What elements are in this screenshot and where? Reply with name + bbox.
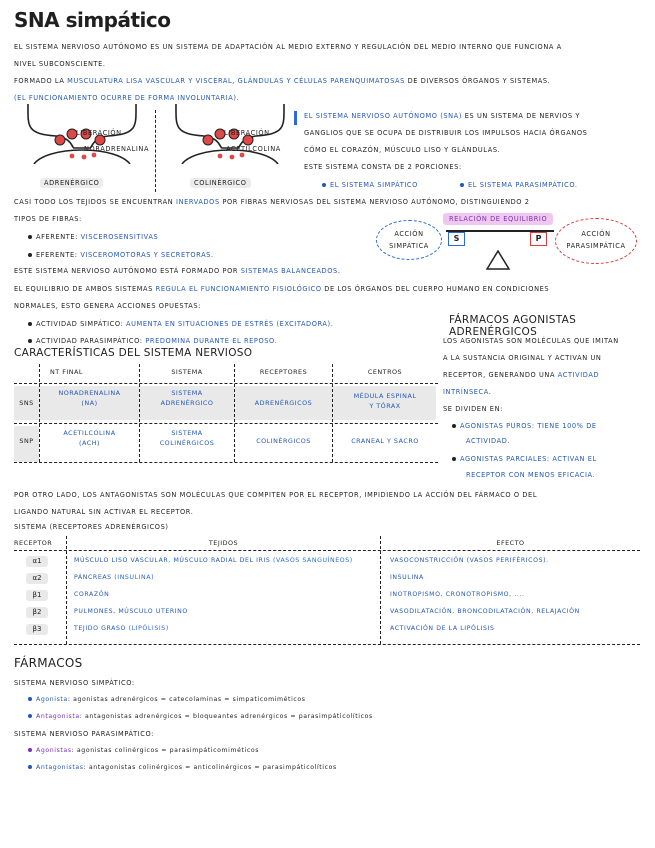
receptor-badge: β1 — [26, 590, 48, 601]
agonists-line-4: INTRÍNSECA. — [443, 388, 492, 396]
intro-line-1: EL SISTEMA NERVIOSO AUTÓNOMO ES UN SISTEMA DE ADAPTACIÓN AL MEDIO EXTERNO Y REGULACIÓN DEL MEDIO INTERNO QUE FUNCIONA A — [14, 43, 562, 51]
sna-def-line-2: GANGLIOS QUE SE OCUPA DE DISTRIBUIR LOS IMPULSOS HACIA ÓRGANOS — [304, 129, 588, 137]
sns-nt: NORADRENALINA (NA) — [58, 389, 121, 407]
sns-sistema: SISTEMA ADRENÉRGICO — [160, 389, 214, 407]
tissues-line-2: TIPOS DE FIBRAS: — [14, 215, 82, 223]
receptor-efecto: VASOCONSTRICCIÓN (VASOS PERIFÉRICOS). — [390, 557, 549, 564]
cholinergic-label-2: ACETILCOLINA — [226, 145, 281, 153]
partial-agonists-bullet: AGONISTAS PARCIALES: ACTIVAN EL — [452, 454, 597, 464]
sna-def-line-3: CÓMO EL CORAZÓN, MÚSCULO LISO Y GLÁNDULAS. — [304, 146, 501, 154]
antagonists-line-1: POR OTRO LADO, LOS ANTAGONISTAS SON MOLÉCULAS QUE COMPITEN POR EL RECEPTOR, IMPIDIENDO LA ACCIÓN DEL FÁRMACO O DEL — [14, 491, 538, 499]
para-title: SISTEMA NERVIOSO PARASIMPÁTICO: — [14, 730, 154, 738]
intro-line-2: NIVEL SUBCONSCIENTE. — [14, 60, 106, 68]
receptor-efecto: VASODILATACIÓN, BRONCODILATACIÓN, RELAJACIÓN — [390, 608, 580, 615]
sympathetic-activity-bullet: ACTIVIDAD SIMPÁTICO: AUMENTA EN SITUACIONES DE ESTRÉS (EXCITADORA). — [28, 319, 333, 329]
portion-sympathetic: EL SISTEMA SIMPÁTICO — [322, 180, 418, 190]
sna-def-line-1: EL SISTEMA NERVIOSO AUTÓNOMO (SNA) ES UN SISTEMA DE NERVIOS Y — [304, 112, 581, 120]
receptor-badge: α1 — [26, 556, 48, 567]
sns-receptores: ADRENÉRGICOS — [254, 399, 313, 407]
receptor-tejidos: CORAZÓN — [74, 591, 110, 598]
fulcrum-icon — [486, 250, 510, 270]
col-header-tejidos: TEJIDOS — [208, 539, 239, 547]
sna-def-line-4: ESTE SISTEMA CONSTA DE 2 PORCIONES: — [304, 163, 462, 171]
receptor-tejidos: TEJIDO GRASO (LIPÓLISIS) — [74, 625, 169, 632]
parasympathetic-action-label: ACCIÓN PARASIMPÁTICA — [566, 230, 626, 250]
s-block: S — [448, 232, 465, 246]
intro-highlight: MUSCULATURA LISA VASCULAR Y VISCERAL, GLÁNDULAS Y CÉLULAS PARENQUIMATOSAS — [67, 77, 405, 85]
sympathetic-action-label: ACCIÓN SIMPÁTICA — [389, 230, 429, 250]
characteristics-title: CARACTERÍSTICAS DEL SISTEMA NERVIOSO — [14, 347, 253, 359]
characteristics-table — [14, 364, 438, 464]
col-header-centros: CENTROS — [367, 368, 403, 376]
snp-centros: CRANEAL Y SACRO — [351, 437, 419, 445]
pure-agonists-bullet: AGONISTAS PUROS: TIENE 100% DE — [452, 421, 597, 431]
snp-receptores: COLINÉRGICOS — [256, 437, 311, 445]
vesicle — [203, 135, 213, 145]
balance-title: RELACIÓN DE EQUILIBRIO — [443, 213, 553, 225]
receptor-efecto: INSULINA — [390, 574, 424, 581]
antagonists-line-2: LIGANDO NATURAL SIN ACTIVAR EL RECEPTOR. — [14, 508, 194, 516]
col-header-efecto: EFECTO — [496, 539, 525, 547]
parasympathetic-activity-bullet: ACTIVIDAD PARASIMPÁTICO: PREDOMINA DURANTE EL REPOSO. — [28, 336, 277, 346]
receptor-badge: β2 — [26, 607, 48, 618]
agonists-line-1: LOS AGONISTAS SON MOLÉCULAS QUE IMITAN — [443, 337, 619, 345]
cholinergic-caption: COLINÉRGICO — [190, 178, 251, 188]
col-header-nt: NT FINAL — [50, 368, 83, 376]
adrenergic-label-1: LIBERACIÓN — [76, 129, 122, 137]
afferent-bullet: AFERENTE: VISCEROSENSITIVAS — [28, 232, 158, 242]
balance-line-2: EL EQUILIBRIO DE AMBOS SISTEMAS REGULA EL FUNCIONAMIENTO FISIOLÓGICO DE LOS ÓRGANOS DEL CUERPO HUMANO EN CONDICIONES — [14, 285, 550, 293]
cholinergic-label-1: LIBERACIÓN — [224, 129, 270, 137]
quote-bar — [294, 111, 297, 125]
agonists-line-3: RECEPTOR, GENERANDO UNA ACTIVIDAD — [443, 371, 600, 379]
adrenergic-label-2: NORADRENALINA — [84, 145, 150, 153]
partial-agonists-cont: RECEPTOR CON MENOS EFICACIA. — [466, 471, 596, 479]
receptor-efecto: ACTIVACIÓN DE LA LIPÓLISIS — [390, 625, 495, 632]
receptor-tejidos: PULMONES, MÚSCULO UTERINO — [74, 608, 188, 615]
balance-line-3: NORMALES, ESTO GENERA ACCIONES OPUESTAS: — [14, 302, 201, 310]
sns-centros: MÉDULA ESPINAL Y TÓRAX — [353, 392, 417, 410]
symp-title: SISTEMA NERVIOSO SIMPÁTICO: — [14, 679, 135, 687]
intro-line-4: (EL FUNCIONAMIENTO OCURRE DE FORMA INVOLUNTARIA). — [14, 94, 240, 102]
receptor-badge: β3 — [26, 624, 48, 635]
snp-nt: ACETILCOLINA (ACH) — [63, 429, 116, 447]
para-antagonist-bullet: Antagonistas: antagonistas colinérgicos = anticolinérgicos = parasimpáticolíticos — [28, 763, 337, 773]
col-header-receptor: RECEPTOR — [14, 539, 53, 547]
p-block: P — [530, 232, 547, 246]
vesicle — [55, 135, 65, 145]
receptor-tejidos: MÚSCULO LISO VASCULAR, MÚSCULO RADIAL DEL IRIS (VASOS SANGUÍNEOS) — [74, 557, 353, 564]
tissues-line-1: CASI TODO LOS TEJIDOS SE ENCUENTRAN INERVADOS POR FIBRAS NERVIOSAS DEL SISTEMA NERVIOSO AUTÓNOMO, DISTINGUIENDO 2 — [14, 198, 530, 206]
row-label-sns: SNS — [19, 399, 34, 407]
agonists-line-2: A LA SUSTANCIA ORIGINAL Y ACTIVAN UN — [443, 354, 602, 362]
agonists-title: FÁRMACOS AGONISTAS ADRENÉRGICOS — [449, 314, 577, 338]
para-agonist-bullet: Agonistas: agonistas colinérgicos = parasimpáticomiméticos — [28, 746, 259, 756]
drugs-title: FÁRMACOS — [14, 656, 83, 670]
receptors-table — [14, 536, 640, 648]
col-header-sistema: SISTEMA — [171, 368, 203, 376]
col-header-receptores: RECEPTORES — [259, 368, 308, 376]
receptor-badge: α2 — [26, 573, 48, 584]
row-label-snp: SNP — [19, 437, 34, 445]
symp-agonist-bullet: Agonista: agonistas adrenérgicos = catecolaminas = simpaticomiméticos — [28, 695, 306, 705]
balance-line-1: ESTE SISTEMA NERVIOSO AUTÓNOMO ESTÁ FORMADO POR SISTEMAS BALANCEADOS. — [14, 267, 341, 275]
receptor-efecto: INOTROPISMO, CRONOTROPISMO, .... — [390, 591, 525, 598]
agonists-line-5: SE DIVIDEN EN: — [443, 405, 503, 413]
portion-parasympathetic: EL SISTEMA PARASIMPÁTICO. — [460, 180, 578, 190]
symp-antagonist-bullet: Antagonista: antagonistas adrenérgicos = bloqueantes adrenérgicos = parasimpáticolíticos — [28, 712, 373, 722]
pure-agonists-cont: ACTIVIDAD. — [466, 437, 511, 445]
antagonists-line-3: SISTEMA (RECEPTORES ADRENÉRGICOS) — [14, 523, 169, 531]
divider — [155, 110, 156, 192]
page-title: SNA simpático — [14, 8, 171, 32]
snp-sistema: SISTEMA COLINÉRGICOS — [159, 429, 215, 447]
efferent-bullet: EFERENTE: VISCEROMOTORAS Y SECRETORAS. — [28, 250, 214, 260]
intro-line-3: FORMADO LA MUSCULATURA LISA VASCULAR Y VISCERAL, GLÁNDULAS Y CÉLULAS PARENQUIMATOSAS DE DIVERSOS ÓRGANOS Y SISTEMAS. — [14, 77, 551, 85]
receptor-tejidos: PÁNCREAS (INSULINA) — [74, 574, 155, 581]
adrenergic-caption: ADRENÉRGICO — [40, 178, 103, 188]
